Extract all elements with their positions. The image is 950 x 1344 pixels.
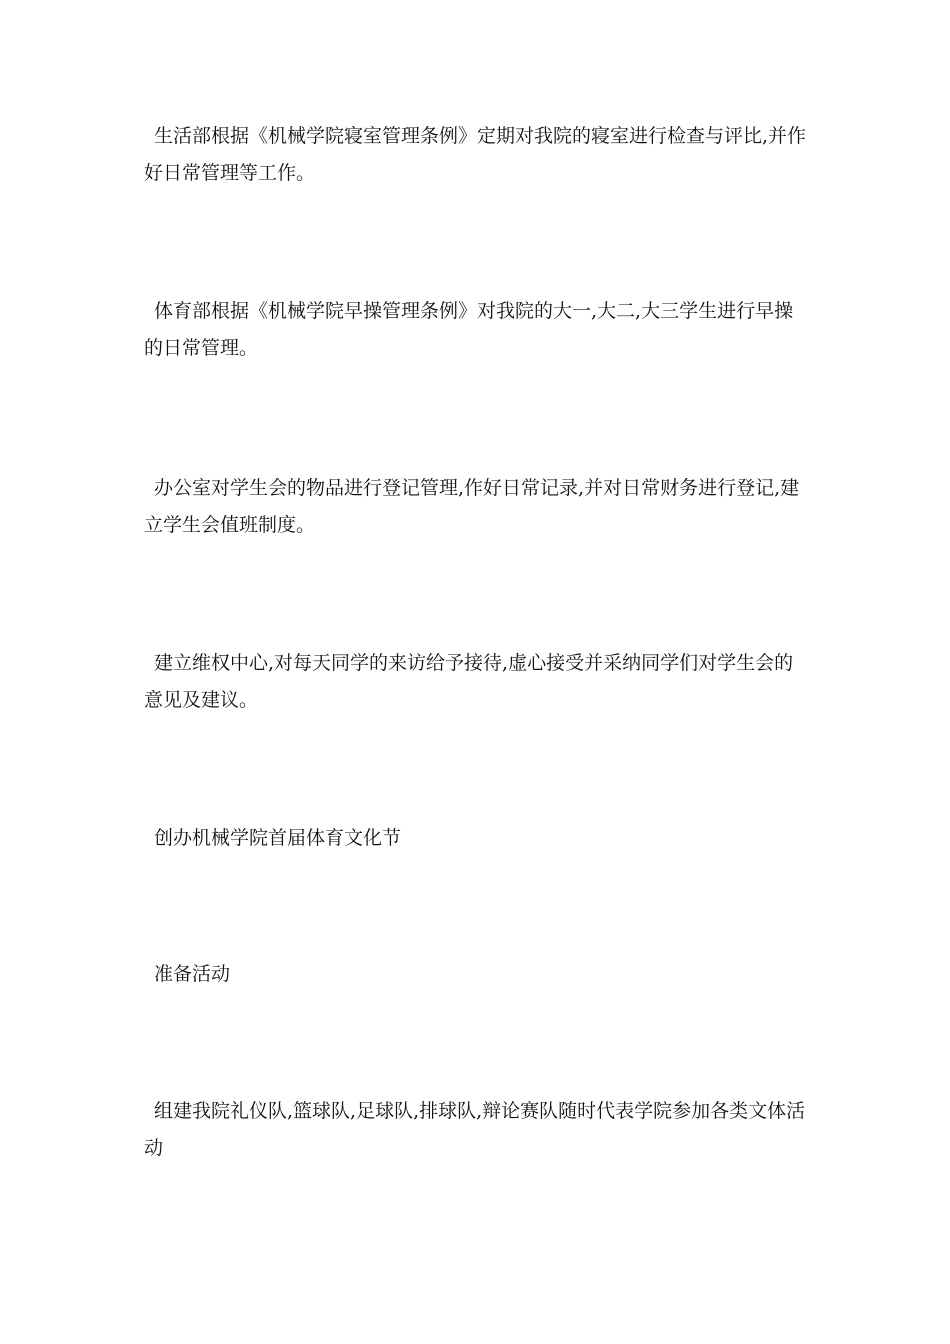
paragraph-dormitory-management: 生活部根据《机械学院寝室管理条例》定期对我院的寝室进行检查与评比,并作好日常管理等工作。 (144, 125, 807, 184)
paragraph-office-management: 办公室对学生会的物品进行登记管理,作好日常记录,并对日常财务进行登记,建立学生会值班制度。 (144, 477, 800, 536)
paragraph-morning-exercise: 体育部根据《机械学院早操管理条例》对我院的大一,大二,大三学生进行早操的日常管理。 (144, 300, 794, 359)
paragraph-rights-center: 建立维权中心,对每天同学的来访给予接待,虚心接受并采纳同学们对学生会的意见及建议。 (144, 652, 794, 711)
paragraph-preparation-activities: 准备活动 (154, 963, 231, 985)
paragraph-teams: 组建我院礼仪队,篮球队,足球队,排球队,辩论赛队随时代表学院参加各类文体活动 (144, 1100, 806, 1159)
paragraph-sports-culture-festival: 创办机械学院首届体育文化节 (154, 827, 402, 849)
